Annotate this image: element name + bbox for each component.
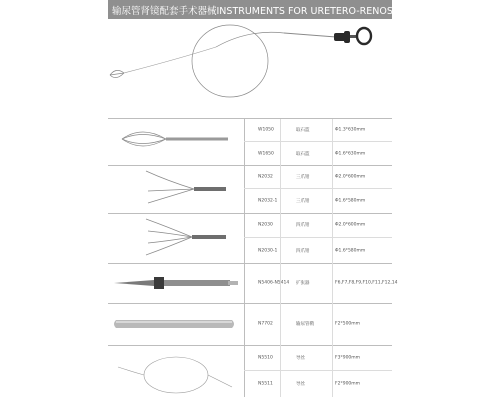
dilator-image (108, 263, 244, 303)
product-code: N5511 (258, 381, 273, 387)
product-name: 输尿管鞘 (296, 322, 314, 327)
hero-basket-tip (110, 70, 124, 77)
hero-basket-instrument-image (108, 19, 392, 119)
group-ureteral-sheath (108, 303, 392, 346)
product-spec: F2*900mm (335, 381, 361, 387)
product-name: 导丝 (296, 355, 305, 361)
product-code: W1050 (258, 127, 274, 133)
table-row (244, 142, 392, 165)
image-cell (108, 213, 245, 263)
image-cell (108, 119, 245, 165)
product-name: 三爪钳 (296, 174, 310, 180)
guide-wire-image (108, 345, 244, 397)
table-row (244, 189, 392, 213)
image-cell (108, 303, 245, 345)
product-name: 导丝 (296, 382, 305, 387)
table-row (244, 303, 392, 345)
hero-ring (357, 28, 371, 44)
image-cell (108, 263, 245, 303)
image-cell (108, 345, 245, 397)
product-code: N2032 (258, 174, 273, 179)
product-spec: F3*900mm (335, 355, 361, 360)
four-prong-forceps-image (108, 213, 244, 263)
page-title: 输尿管肾镜配套手术器械INSTRUMENTS FOR URETERO-RENOSCOPES (112, 6, 425, 17)
product-code: N2030 (258, 222, 273, 228)
product-spec: Φ1.6*580mm (335, 248, 366, 253)
group-dilator (108, 263, 398, 304)
table-row (244, 213, 392, 238)
group-three-prong-forceps (108, 165, 392, 214)
product-code: N5406-N5414 (258, 280, 290, 286)
table-row (244, 345, 392, 371)
product-code: N2032-1 (258, 198, 278, 204)
product-name: 扩张器 (296, 281, 310, 286)
group-stone-basket (108, 119, 392, 166)
product-code: W1650 (258, 151, 274, 156)
stone-basket-image (108, 119, 244, 165)
table-row (244, 238, 392, 263)
product-name: 三爪钳 (296, 199, 310, 204)
product-code: N2030-1 (258, 248, 278, 253)
table-row (244, 371, 392, 397)
group-guide-wire (108, 345, 392, 397)
product-spec: Φ2.0*600mm (335, 222, 366, 228)
product-name: 取石篮 (296, 151, 310, 157)
product-name: 四爪钳 (296, 223, 310, 228)
product-code: N5510 (258, 355, 273, 360)
image-cell (108, 165, 245, 213)
hero-wire (124, 47, 216, 73)
hero-shaft (284, 33, 336, 37)
table-row (244, 263, 398, 303)
product-name: 取石篮 (296, 128, 310, 133)
three-prong-forceps-image (108, 165, 244, 213)
ureteral-sheath-image (108, 303, 244, 345)
table-row (244, 119, 392, 142)
product-name: 四爪钳 (296, 248, 310, 254)
product-code: N7702 (258, 321, 273, 327)
table-row (244, 165, 392, 189)
title-bar (108, 0, 425, 19)
product-spec: Φ1.3*630mm (335, 127, 366, 133)
product-table (108, 118, 398, 397)
product-spec: Φ2.0*600mm (335, 174, 366, 179)
hero-coil-loop (192, 25, 268, 97)
product-spec: Φ1.6*580mm (335, 198, 366, 204)
product-spec: F6,F7,F8,F9,F10,F11,F12,14 (335, 280, 398, 286)
product-spec: Φ1.6*630mm (335, 151, 366, 156)
product-spec: F2*500mm (335, 321, 361, 327)
group-four-prong-forceps (108, 213, 392, 264)
